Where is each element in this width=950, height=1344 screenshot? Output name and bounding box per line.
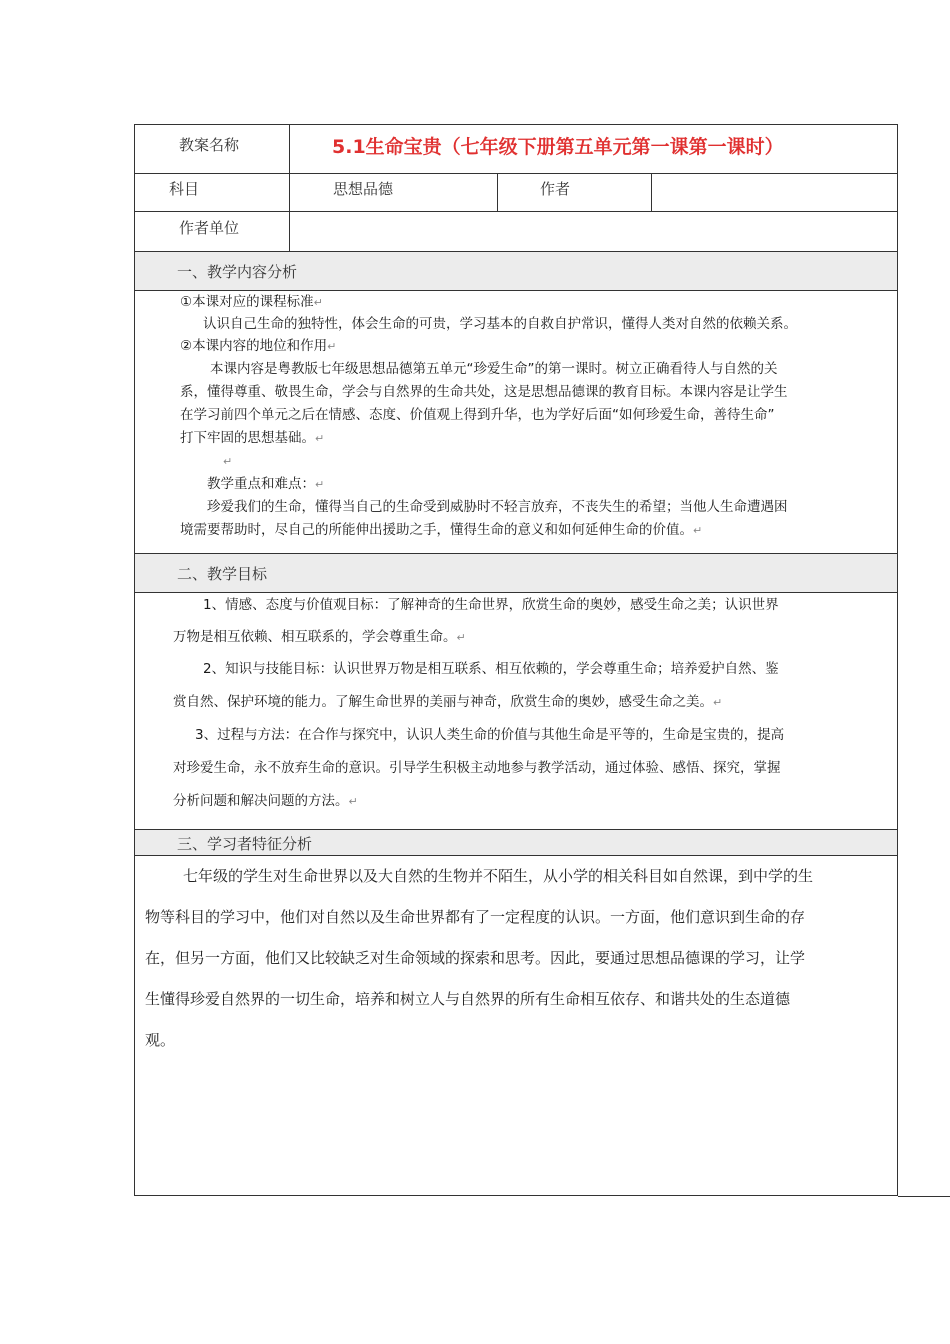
goal-line: 赏自然、保护环境的能力。了解生命世界的美丽与神奇，欣赏生命的奥妙，感受生命之美。↵	[173, 694, 723, 710]
analysis-line: 观。	[145, 1031, 176, 1049]
paragraph-line: 在学习前四个单元之后在情感、态度、价值观上得到升华，也为学好后面“如何珍爱生命，善待生命”	[180, 407, 775, 423]
title-row	[135, 125, 897, 174]
section-teaching-goals-header	[135, 554, 897, 593]
section-title: 一、教学内容分析	[177, 263, 298, 281]
goal-line: 3、过程与方法：在合作与探究中，认识人类生命的价值与其他生命是平等的，生命是宝贵的，提高	[195, 727, 785, 743]
subject-row	[135, 174, 897, 212]
analysis-line: 七年级的学生对生命世界以及大自然的生物并不陌生，从小学的相关科目如自然课，到中学的生	[183, 867, 814, 885]
section-teaching-goals-body	[135, 593, 897, 830]
author-unit-row	[135, 212, 897, 252]
lesson-name-label: 教案名称	[179, 136, 240, 154]
paragraph-line: ②本课内容的地位和作用↵	[180, 338, 337, 354]
paragraph-line: 认识自己生命的独特性，体会生命的可贵，学习基本的自救自护常识，懂得人类对自然的依赖关系。	[203, 316, 797, 332]
author-unit-label: 作者单位	[179, 219, 240, 237]
analysis-line: 在，但另一方面，他们又比较缺乏对生命领域的探索和思考。因此，要通过思想品德课的学习，让学	[145, 949, 806, 967]
lesson-plan-table	[134, 124, 898, 1196]
paragraph-line: 本课内容是粤教版七年级思想品德第五单元“珍爱生命”的第一课时。树立正确看待人与自然的关	[210, 361, 778, 377]
goal-line: 2、知识与技能目标：认识世界万物是相互联系、相互依赖的，学会尊重生命；培养爱护自然、鉴	[203, 661, 779, 677]
paragraph-line: 教学重点和难点：↵	[207, 476, 325, 492]
paragraph-line: 境需要帮助时，尽自己的所能伸出援助之手，懂得生命的意义和如何延伸生命的价值。↵	[180, 522, 703, 538]
section-learner-analysis-body	[135, 856, 897, 1196]
section-content-analysis-header	[135, 252, 897, 291]
paragraph-line: 系，懂得尊重、敬畏生命，学会与自然界的生命共处，这是思想品德课的教育目标。本课内容是让学生	[180, 384, 788, 400]
analysis-line: 生懂得珍爱自然界的一切生命，培养和树立人与自然界的所有生命相互依存、和谐共处的生态道德	[145, 990, 791, 1008]
blank-line: ↵	[223, 455, 233, 468]
goal-line: 1、情感、态度与价值观目标：了解神奇的生命世界，欣赏生命的奥妙，感受生命之美；认识世界	[203, 597, 779, 613]
paragraph-line: 珍爱我们的生命，懂得当自己的生命受到威胁时不轻言放弃，不丧失生的希望；当他人生命遭遇困	[207, 499, 788, 515]
goal-line: 万物是相互依赖、相互联系的，学会尊重生命。↵	[173, 629, 466, 645]
goal-line: 对珍爱生命，永不放弃生命的意识。引导学生积极主动地参与教学活动，通过体验、感悟、探究，掌握	[173, 760, 781, 776]
paragraph-line: 打下牢固的思想基础。↵	[180, 430, 325, 446]
paragraph-line: ①本课对应的课程标准↵	[180, 294, 323, 310]
section-content-analysis-body	[135, 291, 897, 554]
subject-label: 科目	[169, 180, 200, 198]
subject-value: 思想品德	[333, 180, 394, 198]
table-edge-extension	[898, 1196, 950, 1197]
section-title: 三、学习者特征分析	[177, 835, 313, 853]
analysis-line: 物等科目的学习中，他们对自然以及生命世界都有了一定程度的认识。一方面，他们意识到生命的存	[145, 908, 806, 926]
section-learner-analysis-header	[135, 830, 897, 856]
author-label: 作者	[540, 180, 571, 198]
section-title: 二、教学目标	[177, 565, 268, 583]
lesson-title: 5.1生命宝贵（七年级下册第五单元第一课第一课时）	[332, 136, 784, 158]
goal-line: 分析问题和解决问题的方法。↵	[173, 793, 358, 809]
